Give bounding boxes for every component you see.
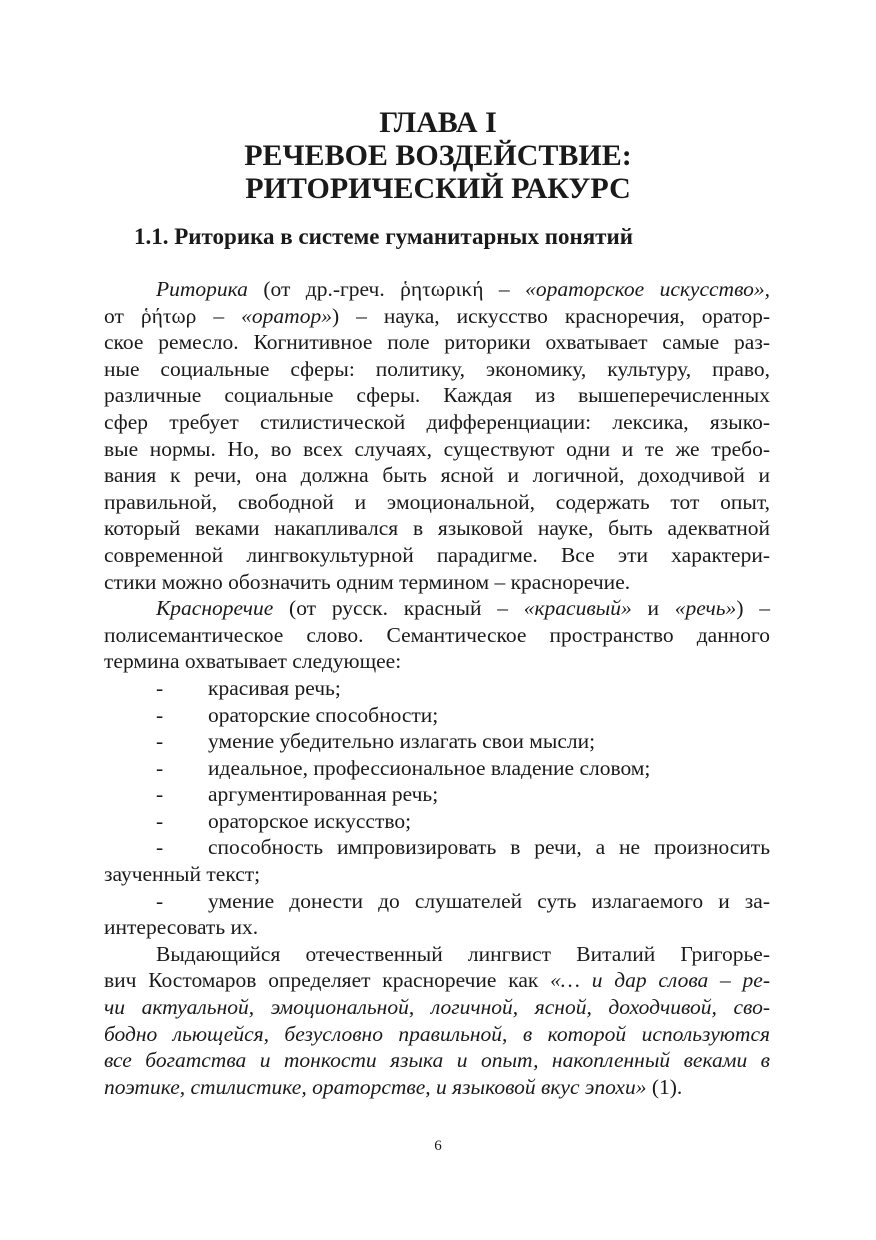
list-item: - красивая речь; bbox=[104, 675, 770, 702]
list-item: - способность импровизировать в речи, а не произносить bbox=[104, 834, 770, 861]
chapter-heading bbox=[0, 106, 876, 205]
paragraph-3-line: Выдающийся отечественный лингвист Виталий Григорье- bbox=[156, 941, 770, 966]
list-item-continuation: интересовать их. bbox=[104, 915, 259, 940]
quotation: «… и дар слова – ре- bbox=[550, 968, 770, 993]
paragraph-3-line: все богатства и тонкости языка и опыт, накопленный веками в bbox=[104, 1048, 770, 1073]
paragraph-1-line: вания к речи, она должна быть ясной и логичной, доходчивой и bbox=[104, 463, 770, 488]
bullet-dash: - bbox=[156, 888, 164, 913]
bullet-dash: - bbox=[156, 702, 164, 727]
paragraph-1-line: различные социальные сферы. Каждая из вышеперечисленных bbox=[104, 383, 770, 408]
paragraph-3-line: вич Костомаров определяет красноречие как «… и дар слова – ре- bbox=[104, 968, 770, 993]
paragraph-1-line: ское ремесло. Когнитивное поле риторики охватывает самые раз- bbox=[104, 330, 770, 355]
chapter-title-line-2: РИТОРИЧЕСКИЙ РАКУРС bbox=[245, 172, 631, 205]
paragraph-3-line: чи актуальной, эмоциональной, логичной, ясной, доходчивой, сво- bbox=[104, 995, 770, 1020]
paragraph-1-line: который веками накапливался в языковой науке, быть адекватной bbox=[104, 516, 770, 541]
list-item-continuation: заученный текст; bbox=[104, 862, 261, 887]
list-item: - идеальное, профессиональное владение словом; bbox=[104, 755, 770, 782]
paragraph-2-line: полисемантическое слово. Семантическое пространство данного bbox=[104, 622, 770, 647]
list-item: - умение убедительно излагать свои мысли; bbox=[104, 728, 770, 755]
list-item: - умение донести до слушателей суть излагаемого и за- bbox=[104, 888, 770, 915]
paragraph-1-line: Риторика (от др.-греч. ῥητωρική – «ораторское искусство», bbox=[156, 277, 770, 301]
paragraph-1-line: сфер требует стилистической дифференциации: лексика, языко- bbox=[104, 409, 770, 434]
page-number: 6 bbox=[434, 1138, 442, 1154]
section-title: 1.1. Риторика в системе гуманитарных понятий bbox=[134, 224, 633, 249]
bullet-dash: - bbox=[156, 835, 164, 860]
bullet-dash: - bbox=[156, 808, 164, 833]
paragraph-1-line: от ῥήτωρ – «оратор») – наука, искусство красноречия, оратор- bbox=[104, 303, 771, 328]
paragraph-3-line: поэтике, стилистике, ораторстве, и языковой вкус эпохи» (1). bbox=[104, 1074, 683, 1099]
body-text bbox=[104, 276, 770, 1100]
term-eloquence: Красноречие bbox=[156, 596, 274, 621]
paragraph-1-line: вые нормы. Но, во всех случаях, существуют одни и те же требо- bbox=[104, 436, 770, 461]
chapter-title-line-1: РЕЧЕВОЕ ВОЗДЕЙСТВИЕ: bbox=[244, 139, 632, 172]
list-item: - ораторские способности; bbox=[104, 702, 770, 729]
term-rhetoric: Риторика bbox=[156, 277, 248, 301]
paragraph-1-line: правильной, свободной и эмоциональной, содержать тот опыт, bbox=[104, 489, 770, 514]
paragraph-1-line: современной лингвокультурной парадигме. Все эти характери- bbox=[104, 542, 770, 567]
paragraph-1-line: ные социальные сферы: политику, экономику, культуру, право, bbox=[104, 356, 770, 381]
bullet-dash: - bbox=[156, 729, 164, 754]
list-item: - аргументированная речь; bbox=[104, 781, 770, 808]
paragraph-2-line: термина охватывает следующее: bbox=[104, 649, 402, 674]
bullet-dash: - bbox=[156, 755, 164, 780]
paragraph-2-line: Красноречие (от русск. красный – «красивый» и «речь») – bbox=[156, 596, 770, 621]
paragraph-1-line: стики можно обозначить одним термином – красноречие. bbox=[104, 569, 631, 594]
list-item: - ораторское искусство; bbox=[104, 808, 770, 835]
bullet-dash: - bbox=[156, 675, 164, 700]
paragraph-3-line: бодно льющейся, безусловно правильной, в которой используются bbox=[104, 1021, 770, 1046]
bullet-dash: - bbox=[156, 782, 164, 807]
chapter-number: ГЛАВА I bbox=[379, 106, 497, 139]
